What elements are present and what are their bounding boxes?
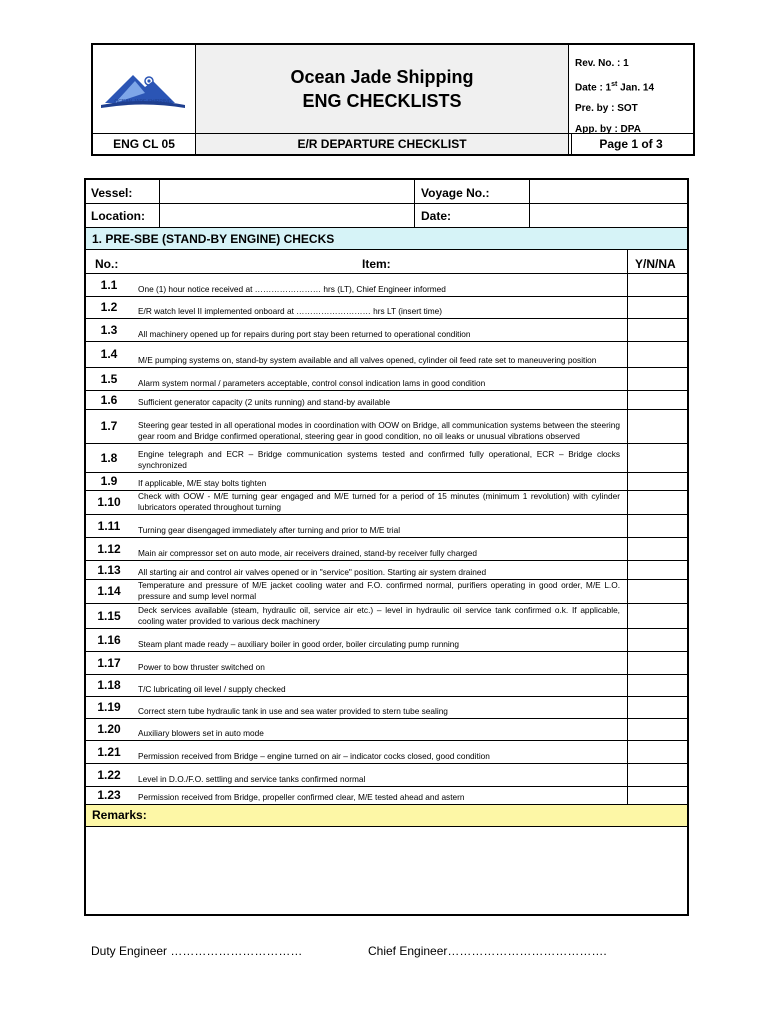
row-yn-cell[interactable]	[627, 342, 688, 367]
col-yn: Y/N/NA	[635, 257, 676, 271]
checklist-code: ENG CL 05	[93, 134, 196, 154]
company-name: Ocean Jade Shipping	[290, 67, 474, 87]
remarks-label: Remarks:	[86, 804, 687, 827]
row-yn-cell[interactable]	[627, 491, 688, 514]
row-number: 1.11	[97, 519, 121, 533]
row-yn-cell[interactable]	[627, 515, 688, 537]
row-item-text: Level in D.O./F.O. settling and service tanks confirmed normal	[138, 774, 366, 784]
voyage-field[interactable]	[531, 181, 686, 202]
row-number: 1.10	[97, 495, 121, 509]
revision-date: Date : 1st Jan. 14	[575, 81, 655, 94]
table-row	[86, 341, 687, 367]
title-cell	[196, 45, 569, 133]
table-row	[86, 514, 687, 537]
table-row	[86, 696, 687, 718]
table-row	[86, 409, 687, 443]
row-yn-cell[interactable]	[627, 787, 688, 804]
table-row	[86, 390, 687, 409]
approved-by: App. by : DPA	[575, 124, 641, 136]
table-row	[86, 603, 687, 628]
row-item-text: Main air compressor set on auto mode, air receivers drained, stand-by receiver fully charged	[138, 548, 477, 558]
document-title: ENG CHECKLISTS	[302, 91, 462, 111]
row-number: 1.7	[100, 419, 118, 433]
checklist-title: E/R DEPARTURE CHECKLIST	[196, 134, 569, 154]
table-row	[86, 472, 687, 490]
row-number: 1.9	[100, 474, 118, 488]
table-row	[86, 628, 687, 651]
table-row	[86, 740, 687, 763]
row-yn-cell[interactable]	[627, 319, 688, 341]
row-item-text: Auxiliary blowers set in auto mode	[138, 728, 264, 738]
remarks-field[interactable]	[86, 827, 687, 914]
row-item-text: If applicable, M/E stay bolts tighten	[138, 478, 267, 488]
table-row	[86, 273, 687, 296]
section-title: 1. PRE-SBE (STAND-BY ENGINE) CHECKS	[86, 227, 687, 250]
row-yn-cell[interactable]	[627, 444, 688, 472]
row-item-text: Alarm system normal / parameters acceptable, control consol indication lams in good condition	[138, 378, 486, 388]
voyage-label: Voyage No.:	[421, 186, 490, 200]
row-number: 1.23	[97, 788, 121, 802]
col-item: Item:	[362, 257, 391, 271]
location-field[interactable]	[161, 205, 413, 226]
row-item-text: E/R watch level II implemented onboard at ……………………… hrs LT (insert time)	[138, 306, 443, 316]
chief-engineer-signature: Chief Engineer………………………………….	[368, 944, 607, 958]
row-yn-cell[interactable]	[627, 719, 688, 740]
row-number: 1.14	[97, 584, 121, 598]
row-item-text: Permission received from Bridge, propeller confirmed clear, M/E tested ahead and astern	[138, 792, 465, 802]
row-number: 1.13	[97, 563, 121, 577]
row-yn-cell[interactable]	[627, 538, 688, 560]
duty-engineer-signature: Duty Engineer ……………………………	[91, 944, 303, 958]
row-item-text: Engine telegraph and ECR – Bridge communication systems tested and confirmed fully operational, ECR – Bridge clocks synchronized	[138, 449, 620, 470]
col-no: No.:	[95, 257, 119, 271]
row-number: 1.22	[97, 768, 121, 782]
row-number: 1.12	[97, 542, 121, 556]
row-number: 1.5	[100, 372, 118, 386]
row-number: 1.6	[100, 393, 118, 407]
company-logo	[93, 45, 193, 131]
row-item-text: Turning gear disengaged immediately after turning and prior to M/E trial	[138, 525, 401, 535]
row-yn-cell[interactable]	[627, 561, 688, 579]
row-yn-cell[interactable]	[627, 410, 688, 443]
row-item-text: Check with OOW - M/E turning gear engaged and M/E turned for a period of 15 minutes (minimum 1 revolution) with cylinder lubricators operated throughout turning	[138, 491, 620, 512]
table-row	[86, 537, 687, 560]
logo-text: OCEAN JADE SHIPPING	[114, 99, 172, 105]
table-row	[86, 296, 687, 318]
table-row	[86, 786, 687, 804]
row-number: 1.19	[97, 700, 121, 714]
row-number: 1.3	[100, 323, 118, 337]
row-item-text: T/C lubricating oil level / supply checked	[138, 684, 286, 694]
row-yn-cell[interactable]	[627, 741, 688, 763]
row-number: 1.2	[100, 300, 118, 314]
row-yn-cell[interactable]	[627, 368, 688, 390]
vessel-label: Vessel:	[91, 186, 133, 200]
table-row	[86, 367, 687, 390]
row-yn-cell[interactable]	[627, 604, 688, 628]
table-row	[86, 490, 687, 514]
table-row	[86, 318, 687, 341]
row-yn-cell[interactable]	[627, 697, 688, 718]
row-yn-cell[interactable]	[627, 391, 688, 409]
row-number: 1.8	[100, 451, 118, 465]
table-row	[86, 674, 687, 696]
row-item-text: Steering gear tested in all operational modes in coordination with OOW on Bridge, all communication systems between the steering gear room and Bridge confirmed operational, steering gear in good condition, no oil leaks or unusual vibrations observed	[138, 420, 620, 441]
row-item-text: Steam plant made ready – auxiliary boiler in good order, boiler circulating pump running	[138, 639, 459, 649]
row-number: 1.16	[97, 633, 121, 647]
row-yn-cell[interactable]	[627, 652, 688, 674]
row-item-text: Deck services available (steam, hydraulic oil, service air etc.) – level in hydraulic oil service tank confirmed o.k. If applicable, cooling water provided to various deck machinery	[138, 605, 620, 626]
row-item-text: M/E pumping systems on, stand-by system available and all valves opened, cylinder oil feed rate set to maneuvering position	[138, 355, 597, 365]
revision-number: Rev. No. : 1	[575, 58, 629, 69]
revision-info	[569, 45, 693, 136]
vessel-field[interactable]	[161, 181, 413, 202]
row-number: 1.15	[97, 609, 121, 623]
row-number: 1.20	[97, 722, 121, 736]
row-item-text: Sufficient generator capacity (2 units running) and stand-by available	[138, 397, 391, 407]
row-number: 1.17	[97, 656, 121, 670]
row-number: 1.4	[100, 347, 118, 361]
row-item-text: All starting air and control air valves opened or in "service" position. Starting air system drained	[138, 567, 487, 577]
table-row	[86, 763, 687, 786]
row-item-text: Permission received from Bridge – engine turned on air – indicator cocks closed, good condition	[138, 751, 490, 761]
table-row	[86, 443, 687, 472]
document-header	[91, 43, 695, 156]
row-yn-cell[interactable]	[627, 629, 688, 651]
row-number: 1.18	[97, 678, 121, 692]
table-row	[86, 560, 687, 579]
date-field[interactable]	[531, 205, 686, 226]
logo-cell	[93, 45, 196, 133]
row-number: 1.1	[100, 278, 118, 292]
row-yn-cell[interactable]	[627, 580, 688, 603]
row-yn-cell[interactable]	[627, 675, 688, 696]
header-bottom-row	[93, 133, 693, 154]
row-yn-cell[interactable]	[627, 274, 688, 296]
location-label: Location:	[91, 209, 145, 223]
row-item-text: All machinery opened up for repairs during port stay been returned to operational condition	[138, 329, 471, 339]
row-item-text: Correct stern tube hydraulic tank in use and sea water provided to stern tube sealing	[138, 706, 448, 716]
row-yn-cell[interactable]	[627, 297, 688, 318]
row-item-text: Power to bow thruster switched on	[138, 662, 265, 672]
table-row	[86, 579, 687, 603]
table-row	[86, 651, 687, 674]
row-item-text: Temperature and pressure of M/E jacket cooling water and F.O. confirmed normal, purifiers operating in good order, M/E L.O. pressure and sump level normal	[138, 580, 620, 601]
row-yn-cell[interactable]	[627, 473, 688, 490]
date-label: Date:	[421, 209, 452, 223]
table-row	[86, 718, 687, 740]
row-item-text: One (1) hour notice received at …………………… hrs (LT), Chief Engineer informed	[138, 284, 446, 294]
prepared-by: Pre. by : SOT	[575, 103, 638, 115]
row-number: 1.21	[97, 745, 121, 759]
page-number: Page 1 of 3	[599, 137, 663, 151]
row-yn-cell[interactable]	[627, 764, 688, 786]
